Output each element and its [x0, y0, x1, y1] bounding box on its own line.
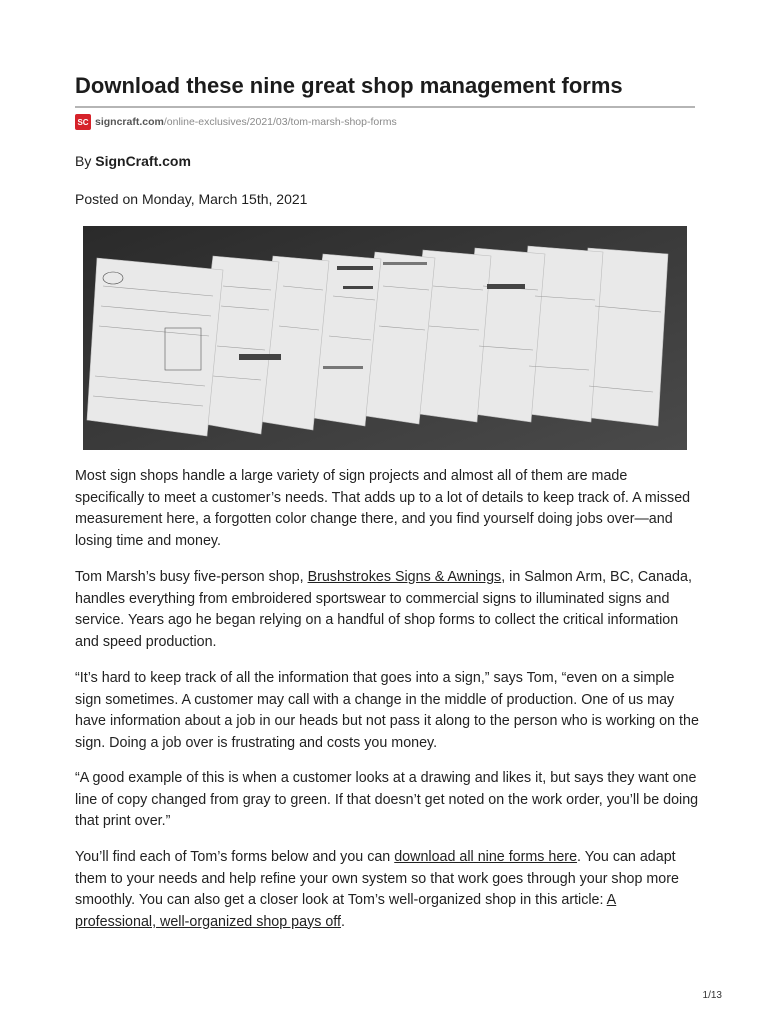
paragraph-5-text-a: You’ll find each of Tom’s forms below and you can [75, 849, 395, 865]
shop-forms-photo [83, 226, 687, 450]
paragraph-2 [75, 567, 700, 653]
paragraph-5 [75, 847, 700, 933]
title-divider [75, 106, 695, 108]
paragraph-2-text-b: , in Salmon Arm, BC, Canada, handles everything from embroidered sportswear to commercial signs to illuminated signs and service. Years ago he began relying on a handful of shop forms to collect the critical information and speed production. [75, 569, 692, 650]
byline-author: SignCraft.com [95, 153, 191, 169]
download-forms-link[interactable]: download all nine forms here [394, 849, 578, 865]
source-path[interactable]: /online-exclusives/2021/03/tom-marsh-shop-forms [163, 116, 397, 128]
byline [75, 153, 191, 169]
page-title: Download these nine great shop management forms [75, 73, 623, 98]
forms-illustration [83, 226, 687, 450]
source-domain[interactable]: signcraft.com [95, 116, 164, 128]
page-number: 1/13 [702, 990, 722, 1001]
brushstrokes-link[interactable]: Brushstrokes Signs & Awnings [307, 569, 502, 585]
paragraph-2-text-a: Tom Marsh’s busy five-person shop, [75, 569, 308, 585]
byline-prefix: By [75, 153, 96, 169]
source-url[interactable] [75, 114, 397, 130]
signcraft-logo-icon: SC [75, 114, 91, 130]
paragraph-4: “A good example of this is when a customer looks at a drawing and likes it, but says they want one line of copy changed from gray to green. If that doesn’t get noted on the work order, you’ll be doing that print over.” [75, 770, 699, 829]
paragraph-3: “It’s hard to keep track of all the information that goes into a sign,” says Tom, “even on a simple sign sometimes. A customer may call with a change in the middle of production. One of us may have information about a job in our heads but not pass it along to the person who is working on the sign. Doing a job over is frustrating and costs you money. [75, 670, 699, 751]
paragraph-5-text-c: . [340, 913, 345, 930]
paragraph-1: Most sign shops handle a large variety of sign projects and almost all of them are made specifically to meet a customer’s needs. That adds up to a lot of details to keep track of. A missed measurement here, a forgotten color change there, and you find yourself doing jobs over—and losing time and money. [75, 468, 691, 549]
post-date: Posted on Monday, March 15th, 2021 [75, 191, 308, 207]
shop-article-link[interactable]: A professional, well-organized shop pays off [75, 892, 617, 930]
paragraph-5-text-b: . You can adapt them to your needs and help refine your own system so that work goes through your shop more smoothly. You can also get a closer look at Tom’s well-organized shop in this article: [75, 849, 679, 908]
